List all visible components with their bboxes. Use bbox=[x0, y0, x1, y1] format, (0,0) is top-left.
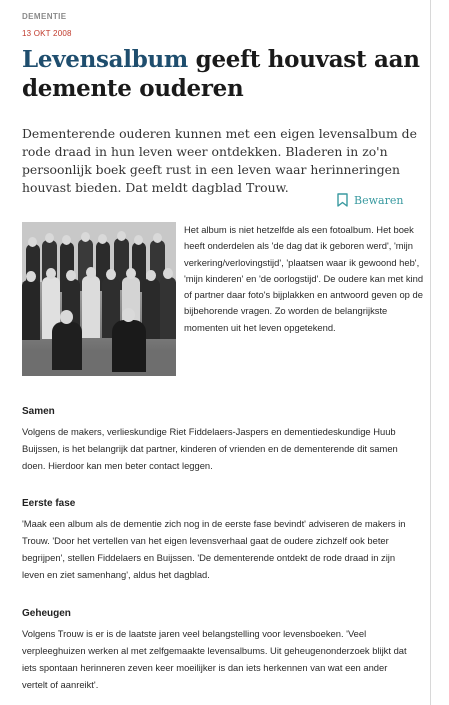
save-button[interactable] bbox=[337, 191, 403, 209]
bookmark-icon bbox=[337, 193, 348, 207]
section-heading-eerste-fase: Eerste fase bbox=[22, 498, 76, 509]
category-label[interactable]: DEMENTIE bbox=[22, 12, 67, 21]
intro-paragraph: Dementerende ouderen kunnen met een eigen levensalbum de rode draad in hun leven weer ontdekken. Bladeren in zo'n persoonlijk boek geeft rust in een leven waar herinneringen houvast bieden. Dat meldt dagblad Trouw. bbox=[22, 126, 417, 195]
section-body-samen: Volgens de makers, verlieskundige Riet Fiddelaers-Jaspers en dementiedeskundige Huub Buijssen, is het belangrijk dat partner, kinderen of vrienden en de dementerende dit samen doen. Hierdoor kan men beter contact leggen. bbox=[22, 426, 398, 471]
photo-side-paragraph: Het album is niet hetzelfde als een fotoalbum. Het boek heeft onderdelen als 'de dag dat ik geboren werd', 'mijn verkering/verlovingstijd', 'plaatsen waar ik gewoond heb', 'mijn kinderen' en 'de oorlogstijd'. De oudere kan met kind of partner daar foto's bijplakken en antwoord geven op de bijbehorende vragen. Zo worden de belangrijkste momenten uit het leven opgetekend. bbox=[184, 224, 424, 333]
publication-date: 13 OKT 2008 bbox=[22, 29, 72, 38]
section-heading-geheugen: Geheugen bbox=[22, 608, 71, 619]
section-body-eerste-fase: 'Maak een album als de dementie zich nog in de eerste fase bevindt' adviseren de makers in Trouw. 'Door het vertellen van het eigen levensverhaal gaat de oudere zichzelf ook beter begrijpen', stellen Fiddelaers en Buijssen. 'De dementerende ontdekt de rode draad in zijn leven en ziet samenhang', aldus het dagblad. bbox=[22, 518, 406, 580]
headline-rest: geeft houvast aan demente ouderen bbox=[22, 46, 420, 102]
article-photo bbox=[22, 222, 176, 376]
sidebar-divider bbox=[430, 0, 431, 705]
section-heading-samen: Samen bbox=[22, 406, 55, 417]
headline bbox=[22, 45, 426, 103]
headline-accent: Levensalbum bbox=[22, 46, 188, 73]
section-body-geheugen: Volgens Trouw is er is de laatste jaren veel belangstelling voor levensboeken. 'Veel verpleeghuizen werken al met zelfgemaakte levensalbums. Uit geheugenonderzoek blijkt dat iets spontaan herinneren zeven keer moeilijker is dan iets herkennen van wat een ander vertelt of aanreikt'. bbox=[22, 628, 407, 690]
save-label: Bewaren bbox=[354, 193, 404, 207]
